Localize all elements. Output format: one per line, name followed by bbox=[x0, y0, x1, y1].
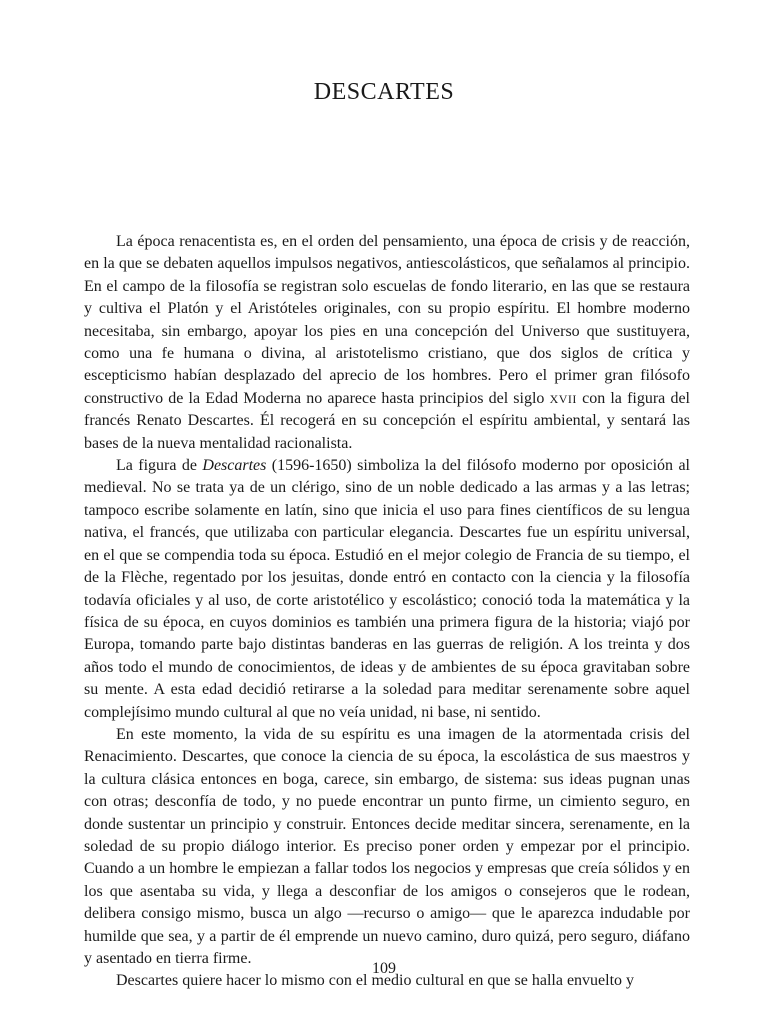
paragraph-2-text-before: La figura de bbox=[116, 457, 203, 475]
paragraph-2-text: (1596-1650) simboliza la del filósofo moderno por oposición al medieval. No se trata ya de un clérigo, sino de un noble dedicado a las armas y a las letras; tampoco escribe solamente en latín, sino que inicia el uso para fines científicos de su lengua nativa, el francés, que utilizaba con particular elegancia. Descartes fue un espíritu universal, en el que se compendia toda su época. Estudió en el mejor colegio de Francia de su tiempo, el de la Flèche, regentado por los jesuitas, donde entró en contacto con la ciencia y la filosofía todavía oficiales y al uso, de corte aristotélico y escolástico; conoció toda la matemática y la física de su época, en cuyos dominios es también una primera figura de la historia; viajó por Europa, tomando parte bajo distintas banderas en las guerras de religión. A los treinta y dos años todo el mundo de conocimientos, de ideas y de ambientes de su época gravitaban sobre su mente. A esta edad decidió retirarse a la soledad para meditar serenamente sobre aquel complejísimo mundo cultural al que no veía unidad, ni base, ni sentido. bbox=[84, 457, 691, 721]
page-title: DESCARTES bbox=[313, 79, 455, 105]
paragraph-1-text-after: con la figura del francés Renato Descartes. Él recogerá en su concepción el espíritu ambiental, y sentará las bases de la nueva mentalidad racionalista. bbox=[84, 389, 690, 452]
paragraph-4: Descartes quiere hacer lo mismo con el medio cultural en que se halla envuelto y bbox=[116, 972, 635, 990]
page-number: 109 bbox=[372, 960, 396, 977]
paragraph-1-text: La época renacentista es, en el orden del pensamiento, una época de crisis y de reacción, en la que se debaten aquellos impulsos negativos, antiescolásticos, que señalamos al principio. En el campo de la filosofía se registran solo escuelas de fondo literario, en las que se restaura y cultiva el Platón y el Aristóteles originales, con su propio espíritu. El hombre moderno necesitaba, sin embargo, apoyar los pies en una concepción del Universo que sustituyera, como una fe humana o divina, al aristotelismo cristiano, que dos siglos de crítica y escepticismo habían desplazado del aprecio de los hombres. Pero el primer gran filósofo constructivo de la Edad Moderna no aparece hasta principios del siglo bbox=[84, 233, 690, 407]
century-numeral: XVII bbox=[549, 391, 577, 406]
paragraph-1 bbox=[84, 231, 690, 455]
body-text bbox=[84, 231, 690, 993]
paragraph-2 bbox=[84, 455, 690, 724]
paragraph-3: En este momento, la vida de su espíritu es una imagen de la atormentada crisis del Renacimiento. Descartes, que conoce la ciencia de su época, la escolástica de sus maestros y la cultura clásica entonces en boga, carece, sin embargo, de sistema: sus ideas pugnan unas con otras; desconfía de todo, y no puede encontrar un punto firme, un cimiento seguro, en donde sustentar un principio y construir. Entonces decide meditar sincera, serenamente, en la soledad de su propio diálogo interior. Es preciso poner orden y empezar por el principio. Cuando a un hombre le empiezan a fallar todos los negocios y empresas que creía sólidos y en los que asentaba su vida, y llega a desconfiar de los amigos o consejeros que le rodean, delibera consigo mismo, busca un algo —recurso o amigo— que le aparezca indudable por humilde que sea, y a partir de él emprende un nuevo camino, duro quizá, pero seguro, diáfano y asentado en tierra firme. bbox=[84, 725, 690, 967]
paragraph-2-italic-name: Descartes bbox=[202, 457, 267, 475]
